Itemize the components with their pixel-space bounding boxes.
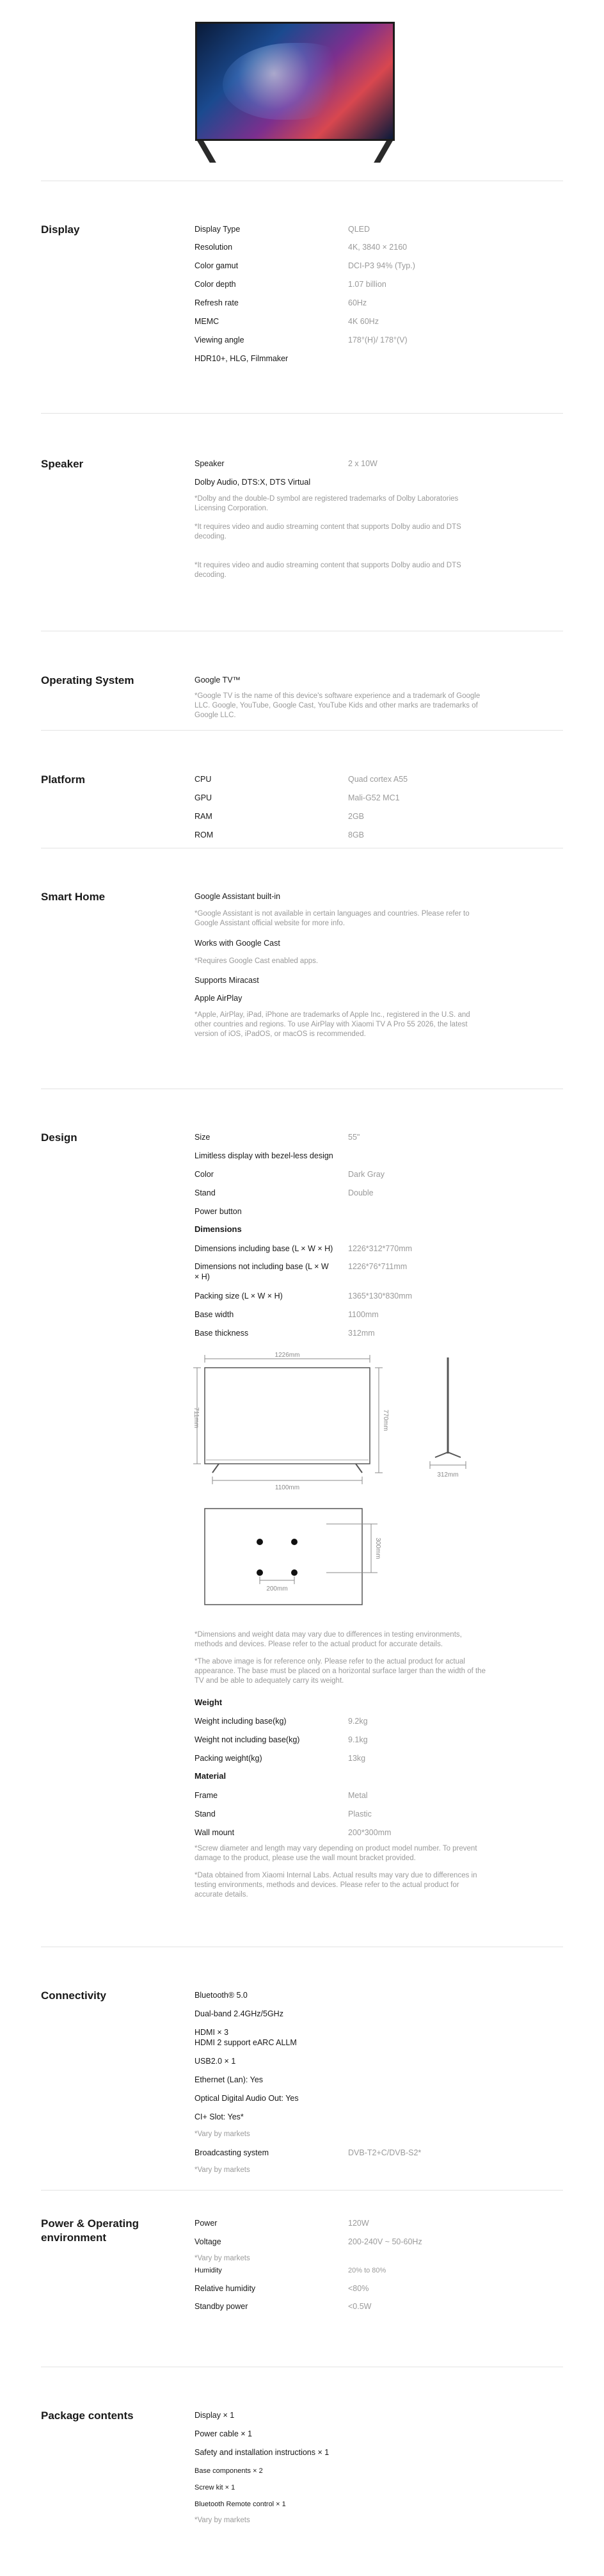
spec-value: 4K 60Hz	[348, 317, 379, 326]
spec-value: 200*300mm	[348, 1828, 392, 1837]
dimension-diagram	[192, 1351, 499, 1620]
section-title-line: Power & Operating	[41, 2217, 139, 2230]
spec-label: Color	[195, 1170, 214, 1179]
spec-label: Speaker	[195, 459, 225, 468]
spec-label: Apple AirPlay	[195, 994, 242, 1003]
spec-value: 55"	[348, 1133, 360, 1142]
spec-value: 60Hz	[348, 298, 367, 307]
vesa-width-label: 200mm	[266, 1585, 288, 1592]
spec-label: RAM	[195, 812, 212, 821]
spec-label: HDMI 2 support eARC ALLM	[195, 2038, 297, 2047]
spec-value: 1365*130*830mm	[348, 1292, 413, 1300]
spec-value: <0.5W	[348, 2302, 372, 2311]
spec-label: Size	[195, 1133, 211, 1142]
section-title-line: environment	[41, 2232, 107, 2244]
spec-label: Weight including base(kg)	[195, 1717, 287, 1726]
spec-label: Refresh rate	[195, 298, 239, 307]
spec-label: Broadcasting system	[195, 2148, 269, 2157]
footnote: *The above image is for reference only. Please refer to the actual product for actual appearance. The base must be placed on a horizontal surface larger than the width of the TV and be able to adequately carry its weight.	[195, 1658, 486, 1685]
spec-value: 13kg	[348, 1754, 366, 1763]
footnote: *Google Assistant is not available in certain languages and countries. Please refer to Google Assistant official website for more info.	[195, 910, 470, 927]
spec-label: Google Assistant built-in	[195, 892, 281, 901]
spec-value: 4K, 3840 × 2160	[348, 243, 408, 252]
spec-label: Optical Digital Audio Out: Yes	[195, 2094, 299, 2103]
subsection-weight: Weight	[195, 1697, 223, 1707]
spec-label: Packing weight(kg)	[195, 1754, 262, 1763]
spec-label: ROM	[195, 830, 214, 839]
spec-label: Voltage	[195, 2237, 221, 2246]
footnote: *Apple, AirPlay, iPad, iPhone are trademarks of Apple Inc., registered in the U.S. and other countries and regions. To use AirPlay with Xiaomi TV A Pro 55 2026, the latest version of iOS, iPadOS, or macOS is recommended.	[195, 1011, 470, 1038]
subsection-dimensions: Dimensions	[195, 1224, 242, 1234]
footnote: *Dolby and the double-D symbol are registered trademarks of Dolby Laboratories Licensing Corporation.	[195, 495, 459, 512]
spec-value: QLED	[348, 225, 370, 234]
spec-label: Resolution	[195, 243, 233, 252]
spec-label: Power	[195, 2219, 218, 2228]
spec-label: Viewing angle	[195, 336, 244, 344]
dim-base-label: 1100mm	[274, 1484, 300, 1491]
spec-value: 120W	[348, 2219, 369, 2228]
dim-depth-label: 312mm	[437, 1471, 459, 1478]
spec-value: Quad cortex A55	[348, 775, 408, 784]
section-title-design: Design	[41, 1131, 77, 1144]
footnote: *Vary by markets	[195, 2130, 250, 2138]
spec-label: Color gamut	[195, 261, 239, 270]
spec-label: Wall mount	[195, 1828, 235, 1837]
spec-label: Packing size (L × W × H)	[195, 1292, 283, 1300]
spec-label: Dimensions including base (L × W × H)	[195, 1244, 333, 1253]
spec-label: Dolby Audio, DTS:X, DTS Virtual	[195, 478, 311, 487]
section-title-platform: Platform	[41, 774, 85, 786]
spec-value: Plastic	[348, 1810, 372, 1819]
spec-value: 2GB	[348, 812, 365, 821]
spec-label: Power cable × 1	[195, 2429, 252, 2438]
spec-label: Dual-band 2.4GHz/5GHz	[195, 2009, 283, 2018]
spec-value: DCI-P3 94% (Typ.)	[348, 261, 415, 270]
spec-label: CPU	[195, 775, 212, 784]
spec-value: 200-240V ~ 50-60Hz	[348, 2237, 422, 2246]
spec-value: Mali-G52 MC1	[348, 793, 400, 802]
tv-leg-right	[374, 141, 393, 163]
spec-label: Safety and installation instructions × 1	[195, 2448, 330, 2457]
spec-label: Limitless display with bezel-less design	[195, 1151, 333, 1160]
section-title-speaker: Speaker	[41, 458, 84, 470]
footnote: *Google TV is the name of this device's software experience and a trademark of Google LLC. Google, YouTube, Google Cast, YouTube Kids and other marks are trademarks of Google LLC.	[195, 692, 481, 719]
dim-height-right-label: 770mm	[382, 1409, 389, 1431]
spec-label: Base components × 2	[195, 2467, 263, 2475]
section-title-power	[41, 2217, 139, 2245]
spec-value: 312mm	[348, 1329, 375, 1338]
divider	[41, 2190, 563, 2191]
divider	[41, 413, 563, 414]
spec-label: Stand	[195, 1810, 216, 1819]
tv-leg-left	[197, 141, 216, 163]
spec-value: 8GB	[348, 830, 365, 839]
spec-value: <80%	[348, 2284, 369, 2293]
subsection-material: Material	[195, 1771, 226, 1781]
spec-label: MEMC	[195, 317, 219, 326]
spec-value: DVB-T2+C/DVB-S2*	[348, 2148, 422, 2157]
footnote: *Vary by markets	[195, 2166, 250, 2174]
spec-label: CI+ Slot: Yes*	[195, 2112, 244, 2121]
spec-label: Power button	[195, 1207, 242, 1216]
spec-label: Bluetooth® 5.0	[195, 1991, 248, 2000]
divider	[41, 730, 563, 731]
spec-label: Screw kit × 1	[195, 2484, 235, 2491]
spec-label: Stand	[195, 1188, 216, 1197]
spec-label: Ethernet (Lan): Yes	[195, 2075, 264, 2084]
spec-value: Dark Gray	[348, 1170, 385, 1179]
spec-value: 9.1kg	[348, 1735, 368, 1744]
spec-value: 2 x 10W	[348, 459, 378, 468]
spec-label: Display × 1	[195, 2411, 235, 2420]
spec-label: Relative humidity	[195, 2284, 256, 2293]
spec-value: 178°(H)/ 178°(V)	[348, 336, 408, 344]
spec-label: HDMI × 3	[195, 2028, 229, 2037]
spec-value: Metal	[348, 1791, 368, 1800]
footnote: *It requires video and audio streaming content that supports Dolby audio and DTS decoding.	[195, 562, 461, 579]
spec-label: Bluetooth Remote control × 1	[195, 2500, 286, 2508]
footnote: *Requires Google Cast enabled apps.	[195, 957, 319, 965]
spec-label: Display Type	[195, 225, 241, 234]
tv-product-image	[189, 22, 401, 156]
section-title-connectivity: Connectivity	[41, 1989, 107, 2002]
spec-label: USB2.0 × 1	[195, 2057, 236, 2066]
spec-value: 1226*76*711mm	[348, 1262, 408, 1271]
spec-label: Base thickness	[195, 1329, 249, 1338]
footnote: *Dimensions and weight data may vary due to differences in testing environments, methods and devices. Please refer to the actual product for accurate details.	[195, 1631, 462, 1648]
section-title-display: Display	[41, 223, 80, 236]
spec-value: 1.07 billion	[348, 280, 386, 289]
footnote: *Screw diameter and length may vary depending on product model number. To prevent damage to the product, please use the wall mount bracket provided.	[195, 1845, 477, 1862]
spec-value: 9.2kg	[348, 1717, 368, 1726]
spec-label: Works with Google Cast	[195, 939, 280, 948]
spec-label: HDR10+, HLG, Filmmaker	[195, 354, 289, 363]
footnote: *Vary by markets	[195, 2516, 250, 2524]
section-title-package: Package contents	[41, 2410, 134, 2422]
spec-label: Frame	[195, 1791, 218, 1800]
footnote: *Data obtained from Xiaomi Internal Labs. Actual results may vary due to differences in testing environments, methods and devices. Please refer to the actual product for accurate details.	[195, 1872, 477, 1899]
spec-label: Color depth	[195, 280, 236, 289]
section-title-smarthome: Smart Home	[41, 891, 106, 903]
spec-value: 1226*312*770mm	[348, 1244, 413, 1253]
spec-label: Dimensions not including base (L × W × H)	[195, 1262, 329, 1281]
spec-label: Supports Miracast	[195, 976, 259, 985]
spec-label: Base width	[195, 1310, 234, 1319]
spec-label: GPU	[195, 793, 212, 802]
spec-value: 20% to 80%	[348, 2267, 386, 2274]
dim-width-label: 1226mm	[274, 1352, 300, 1359]
spec-value: 1100mm	[348, 1310, 379, 1319]
spec-label: Humidity	[195, 2267, 222, 2274]
spec-value: Double	[348, 1188, 374, 1197]
dim-height-left-label: 711mm	[193, 1407, 200, 1429]
vesa-height-label: 300mm	[374, 1537, 381, 1559]
spec-label: Google TV™	[195, 676, 241, 685]
footnote: *It requires video and audio streaming content that supports Dolby audio and DTS decoding.	[195, 523, 461, 540]
section-title-os: Operating System	[41, 674, 134, 686]
footnote: *Vary by markets	[195, 2255, 250, 2262]
tv-screen	[195, 22, 395, 141]
spec-label: Weight not including base(kg)	[195, 1735, 300, 1744]
spec-label: Standby power	[195, 2302, 248, 2311]
